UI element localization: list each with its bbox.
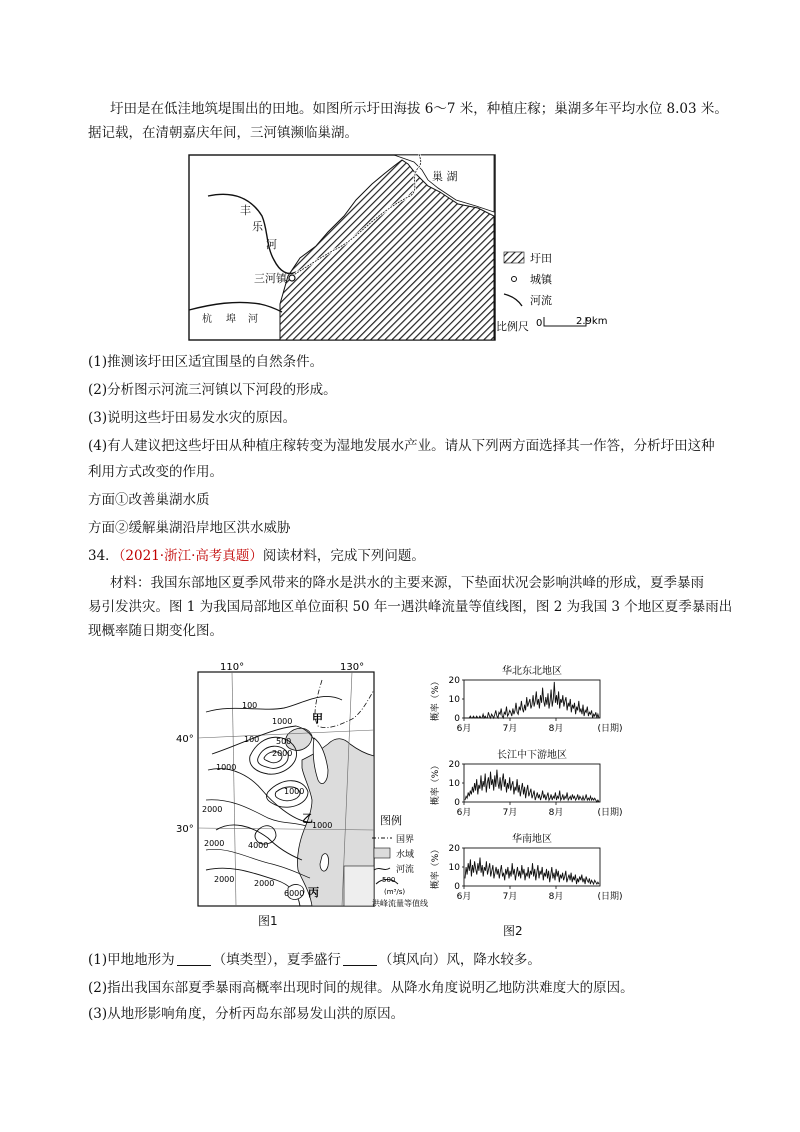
contour-label: 2000 xyxy=(214,875,235,884)
contour-label: 2000 xyxy=(272,749,293,758)
contour-label: 2000 xyxy=(204,839,225,848)
contour-label: 1000 xyxy=(284,787,305,796)
q34-material-3: 现概率随日期变化图。 xyxy=(88,623,223,639)
contour-label: 1000 xyxy=(312,821,333,830)
chart-title: 华南地区 xyxy=(512,834,552,845)
legend-town-icon xyxy=(512,277,517,282)
q34-q1-blank-1[interactable] xyxy=(177,951,211,966)
q34-q1-part-a: (1)甲地地形为 xyxy=(88,952,175,968)
legend-scale-label: 比例尺 xyxy=(496,320,529,333)
q34-question-1 xyxy=(88,950,541,970)
q33-item-3: (3)说明这些圩田易发水灾的原因。 xyxy=(88,410,297,426)
q33-item-4: (4)有人建议把这些圩田从种植庄稼转变为湿地发展水产业。请从下列两方面选择其一作答，分析圩田这种 xyxy=(88,438,715,454)
intro-line-2: 据记载，在清朝嘉庆年间，三河镇濒临巢湖。 xyxy=(88,125,358,141)
chart-title: 华北东北地区 xyxy=(502,666,562,677)
legend-town: 城镇 xyxy=(530,273,552,286)
chart-ytick: 20 xyxy=(448,844,460,854)
chart-xtick: 6月 xyxy=(456,724,472,734)
q34-q1-part-c: （填风向）风，降水较多。 xyxy=(378,952,541,968)
legend-title: 图例 xyxy=(380,814,402,827)
place-yi: 乙 xyxy=(302,812,313,825)
contour-label: 1000 xyxy=(216,763,237,772)
chart-xtick: 8月 xyxy=(548,724,564,734)
legend-river2: 河流 xyxy=(396,865,415,875)
q34-prompt: 阅读材料，完成下列问题。 xyxy=(262,548,425,564)
contour-label: 100 xyxy=(244,735,260,744)
chart-ytick: 0 xyxy=(454,714,460,724)
chart-xtick: 8月 xyxy=(548,808,564,818)
legend-iso-unit: (m³/s) xyxy=(384,888,406,896)
label-he2: 河 xyxy=(248,314,258,325)
lat-40: 40° xyxy=(176,734,194,745)
legend-iso-value: 500 xyxy=(382,876,396,884)
probability-chart xyxy=(428,662,623,746)
lon-130: 130° xyxy=(340,662,365,673)
label-bu: 埠 xyxy=(226,314,236,325)
label-le: 乐 xyxy=(252,220,263,233)
q33-aspect-1: 方面①改善巢湖水质 xyxy=(88,492,210,508)
q34-q1-part-b: （填类型），夏季盛行 xyxy=(212,952,341,968)
legend-river-icon xyxy=(504,294,522,306)
legend-water-swatch xyxy=(374,848,390,858)
legend-water: 水域 xyxy=(396,850,415,860)
place-jia: 甲 xyxy=(312,712,323,725)
contour-label: 6000 xyxy=(284,889,305,898)
chart-ylabel: 概率（%） xyxy=(431,676,441,722)
probability-chart xyxy=(428,830,623,914)
contour-label: 100 xyxy=(242,701,258,710)
flood-contour-map xyxy=(172,660,396,910)
q34-number: 34． xyxy=(88,548,119,564)
chart-ytick: 10 xyxy=(448,695,460,705)
chart-ytick: 20 xyxy=(448,760,460,770)
chart-xtick: (日期) xyxy=(597,892,623,902)
q34-question-2: (2)指出我国东部夏季暴雨高概率出现时间的规律。从降水角度说明乙地防洪难度大的原因。 xyxy=(88,980,634,996)
q34-material-2: 易引发洪灾。图 1 为我国局部地区单位面积 50 年一遇洪峰流量等值线图，图 2 为我国 3 个地区夏季暴雨出 xyxy=(88,599,733,615)
q34-source: （2021·浙江·高考真题） xyxy=(118,548,263,564)
chart-title: 长江中下游地区 xyxy=(497,750,567,761)
contour-label: 4000 xyxy=(248,841,269,850)
q33-item-2: (2)分析图示河流三河镇以下河段的形成。 xyxy=(88,382,337,398)
legend-iso-name: 洪峰流量等值线 xyxy=(372,899,428,908)
contour-label: 500 xyxy=(276,737,292,746)
lat-30: 30° xyxy=(176,824,194,835)
chart-xtick: 7月 xyxy=(502,724,518,734)
chart-xtick: 7月 xyxy=(502,808,518,818)
chart-xtick: (日期) xyxy=(597,724,623,734)
label-sanhe: 三河镇 xyxy=(254,272,287,285)
rainstorm-probability-charts xyxy=(428,662,623,912)
q34-header xyxy=(88,546,425,566)
fig1-caption: 图1 xyxy=(258,914,278,928)
chart-ytick: 10 xyxy=(448,779,460,789)
q34-material-1: 材料：我国东部地区夏季风带来的降水是洪水的主要来源，下垫面状况会影响洪峰的形成，夏季暴雨 xyxy=(110,575,704,591)
chart-ylabel: 概率（%） xyxy=(431,844,441,890)
legend-weitian-swatch xyxy=(504,252,524,263)
legend-weitian: 圩田 xyxy=(530,252,552,265)
legend-scale-value: 2.9km xyxy=(576,316,608,327)
weitian-map xyxy=(188,154,618,344)
label-chaohu: 巢 湖 xyxy=(432,170,458,183)
lon-110: 110° xyxy=(220,662,245,673)
legend-river: 河流 xyxy=(530,294,552,307)
chart-xtick: (日期) xyxy=(597,808,623,818)
chart-xtick: 7月 xyxy=(502,892,518,902)
q33-aspect-2: 方面②缓解巢湖沿岸地区洪水威胁 xyxy=(88,520,291,536)
q33-item-4-cont: 利用方式改变的作用。 xyxy=(88,464,223,480)
contour-label: 2000 xyxy=(254,879,275,888)
legend-scale-zero: 0 xyxy=(536,318,543,329)
probability-chart xyxy=(428,746,623,830)
chart-xtick: 6月 xyxy=(456,892,472,902)
contour-label: 1000 xyxy=(272,717,293,726)
contour-label: 2000 xyxy=(202,805,223,814)
chart-xtick: 8月 xyxy=(548,892,564,902)
sanhe-town-icon xyxy=(289,275,295,281)
chart-ytick: 0 xyxy=(454,882,460,892)
fig2-caption: 图2 xyxy=(503,924,523,938)
legend-border: 国界 xyxy=(396,835,415,845)
q34-question-3: (3)从地形影响角度，分析丙岛东部易发山洪的原因。 xyxy=(88,1006,405,1022)
legend-river-icon xyxy=(374,868,390,870)
chart-ytick: 0 xyxy=(454,798,460,808)
q34-q1-blank-2[interactable] xyxy=(343,951,377,966)
chart-ytick: 10 xyxy=(448,863,460,873)
chart-ylabel: 概率（%） xyxy=(431,760,441,806)
intro-line-1: 圩田是在低洼地筑堤围出的田地。如图所示圩田海拔 6～7 米，种植庄稼；巢湖多年平均水位 8.03 米。 xyxy=(110,101,728,117)
q33-item-1: (1)推测该圩田区适宜围垦的自然条件。 xyxy=(88,354,324,370)
chart-xtick: 6月 xyxy=(456,808,472,818)
chart-ytick: 20 xyxy=(448,676,460,686)
label-he: 河 xyxy=(266,238,277,251)
place-bing: 丙 xyxy=(308,886,319,899)
label-feng: 丰 xyxy=(240,204,251,217)
label-hang: 杭 xyxy=(202,314,212,325)
